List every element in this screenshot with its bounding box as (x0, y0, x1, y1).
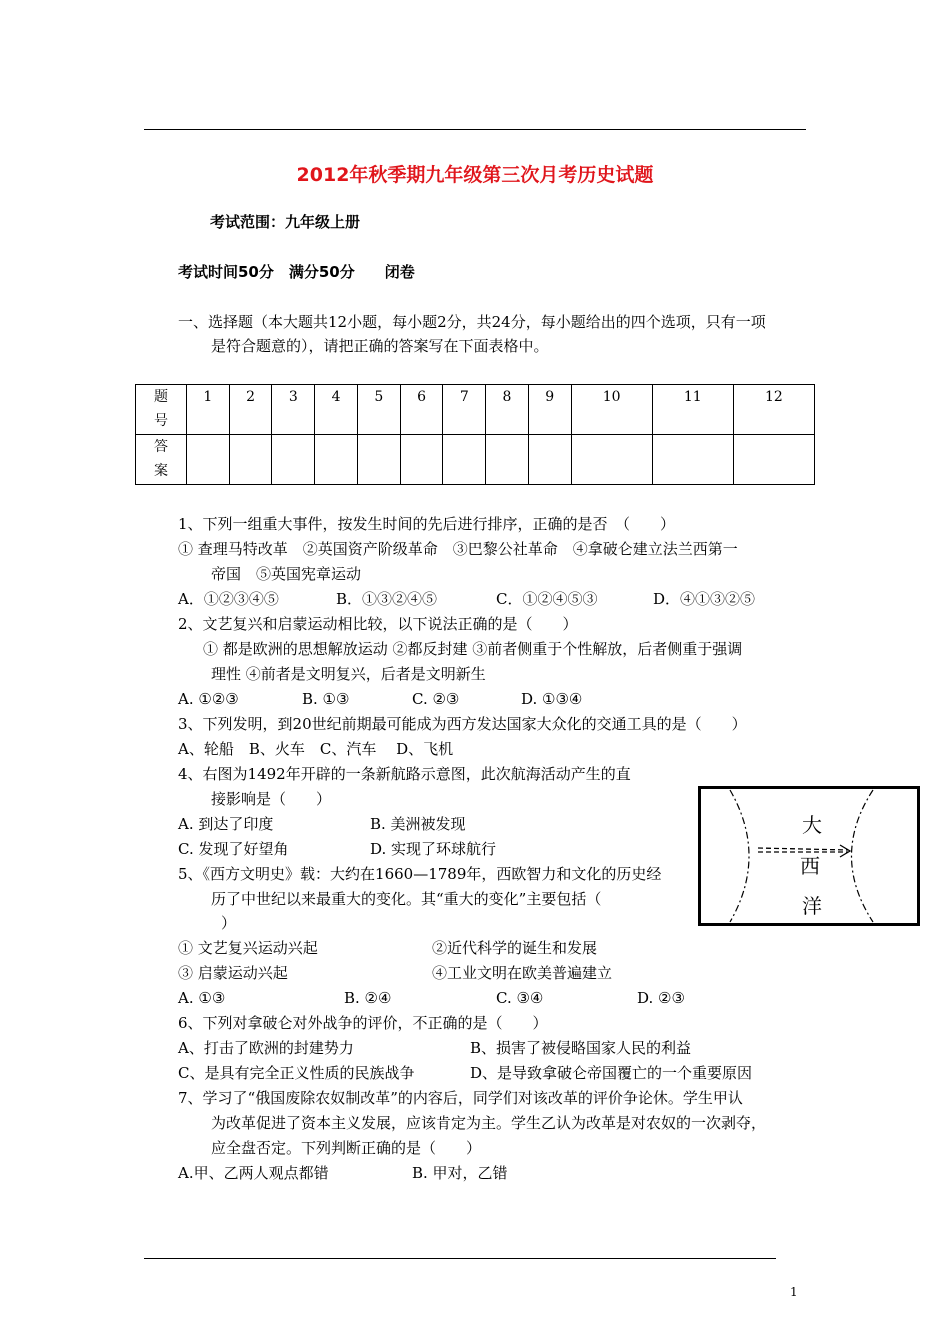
option-c: C. ②③ (412, 690, 460, 708)
table-number-cell: 7 (443, 385, 486, 435)
route-map-figure (698, 786, 920, 926)
answer-table-number-row (136, 385, 815, 435)
option-a: A. 到达了印度 (178, 815, 274, 833)
option-b: B. ②④ (344, 989, 392, 1007)
answer-cell[interactable] (528, 435, 571, 485)
table-number-cell: 10 (571, 385, 652, 435)
question-7-stem-cont2: 应全盘否定。下列判断正确的是（ ） (211, 1139, 482, 1157)
table-header-cell: 答 案 (136, 435, 187, 485)
question-5-stem-cont: 历了中世纪以来最重大的变化。其“重大的变化”主要包括（ (211, 890, 602, 908)
option-b: B、损害了被侵略国家人民的利益 (470, 1039, 692, 1057)
question-7-stem-cont1: 为改革促进了资本主义发展，应该肯定为主。学生乙认为改革是对农奴的一次剥夺， (211, 1114, 767, 1132)
answer-cell[interactable] (272, 435, 315, 485)
header-rule (144, 129, 806, 130)
answer-cell[interactable] (571, 435, 652, 485)
option-b: B. 美洲被发现 (370, 815, 466, 833)
option-b: B. ①③ (302, 690, 350, 708)
exam-scope: 考试范围：九年级上册 (210, 213, 361, 231)
table-number-cell: 5 (357, 385, 400, 435)
question-5-item-2: ②近代科学的诞生和发展 (432, 939, 598, 957)
answer-cell[interactable] (357, 435, 400, 485)
question-1-items-cont: 帝国 ⑤英国宪章运动 (211, 565, 362, 583)
answer-cell[interactable] (443, 435, 486, 485)
section-heading-line1: 一、选择题（本大题共12小题，每小题2分，共24分，每小题给出的四个选项，只有一项 (178, 313, 766, 331)
option-d: D. 实现了环球航行 (370, 840, 497, 858)
footer-rule (144, 1258, 776, 1259)
answer-cell[interactable] (187, 435, 230, 485)
option-c: C、是具有完全正义性质的民族战争 (178, 1064, 415, 1082)
section-heading-line2: 是符合题意的），请把正确的答案写在下面表格中。 (211, 337, 549, 355)
table-number-cell: 6 (400, 385, 443, 435)
option-d: D. ②③ (637, 989, 685, 1007)
option-a: A、打击了欧洲的封建势力 (178, 1039, 354, 1057)
question-2-items: ① 都是欧洲的思想解放运动 ②都反封建 ③前者侧重于个性解放，后者侧重于强调 (203, 640, 743, 658)
table-number-cell: 3 (272, 385, 315, 435)
answer-cell[interactable] (315, 435, 358, 485)
exam-info: 考试时间50分 满分50分 闭卷 (178, 263, 415, 281)
option-a: A．①②③④⑤ (178, 590, 279, 608)
question-4-stem: 4、右图为1492年开辟的一条新航路示意图，此次航海活动产生的直 (178, 765, 631, 783)
question-5-item-4: ④工业文明在欧美普遍建立 (432, 964, 613, 982)
option-c: C．①②④⑤③ (496, 590, 598, 608)
option-d: D、是导致拿破仑帝国覆亡的一个重要原因 (470, 1064, 753, 1082)
answer-table-answer-row (136, 435, 815, 485)
question-2-stem: 2、文艺复兴和启蒙运动相比较，以下说法正确的是（ ） (178, 615, 578, 633)
map-char-xi: 西 (800, 854, 820, 878)
question-1-stem: 1、下列一组重大事件，按发生时间的先后进行排序，正确的是否 （ ） (178, 515, 676, 533)
option-a: A. ①②③ (178, 690, 239, 708)
page-number: 1 (790, 1285, 798, 1299)
table-number-cell: 4 (315, 385, 358, 435)
answer-cell[interactable] (486, 435, 529, 485)
option-d: D．④①③②⑤ (653, 590, 756, 608)
table-number-cell: 8 (486, 385, 529, 435)
answer-cell[interactable] (652, 435, 733, 485)
table-number-cell: 2 (229, 385, 272, 435)
question-3-stem: 3、下列发明，到20世纪前期最可能成为西方发达国家大众化的交通工具的是（ ） (178, 715, 747, 733)
answer-cell[interactable] (229, 435, 272, 485)
answer-table (135, 384, 815, 485)
option-d: D. ①③④ (521, 690, 583, 708)
answer-cell[interactable] (733, 435, 814, 485)
question-5-item-1: ① 文艺复兴运动兴起 (178, 939, 318, 957)
question-5-stem-end: ） (221, 914, 237, 932)
option-a: A.甲、乙两人观点都错 (178, 1164, 329, 1182)
question-3-options: A、轮船 B、火车 C、汽车 D、飞机 (178, 740, 454, 758)
option-a: A. ①③ (178, 989, 226, 1007)
question-1-items: ① 查理马特改革 ②英国资产阶级革命 ③巴黎公社革命 ④拿破仑建立法兰西第一 (178, 540, 738, 558)
option-b: B．①③②④⑤ (336, 590, 438, 608)
table-header-cell: 题 号 (136, 385, 187, 435)
map-char-yang: 洋 (802, 894, 822, 918)
question-4-stem-cont: 接影响是（ ） (211, 790, 332, 808)
table-number-cell: 1 (187, 385, 230, 435)
question-2-items-cont: 理性 ④前者是文明复兴，后者是文明新生 (211, 665, 486, 683)
option-c: C. 发现了好望角 (178, 840, 289, 858)
question-7-stem: 7、学习了“俄国废除农奴制改革”的内容后，同学们对该改革的评价争论休。学生甲认 (178, 1089, 743, 1107)
map-char-da: 大 (802, 813, 822, 837)
exam-title: 2012年秋季期九年级第三次月考历史试题 (296, 164, 654, 186)
table-number-cell: 9 (528, 385, 571, 435)
answer-cell[interactable] (400, 435, 443, 485)
table-number-cell: 11 (652, 385, 733, 435)
table-number-cell: 12 (733, 385, 814, 435)
question-6-stem: 6、下列对拿破仑对外战争的评价，不正确的是（ ） (178, 1014, 548, 1032)
option-c: C. ③④ (496, 989, 544, 1007)
question-5-stem: 5、《西方文明史》载：大约在1660—1789年，西欧智力和文化的历史经 (178, 865, 662, 883)
question-5-item-3: ③ 启蒙运动兴起 (178, 964, 288, 982)
option-b: B. 甲对，乙错 (412, 1164, 508, 1182)
